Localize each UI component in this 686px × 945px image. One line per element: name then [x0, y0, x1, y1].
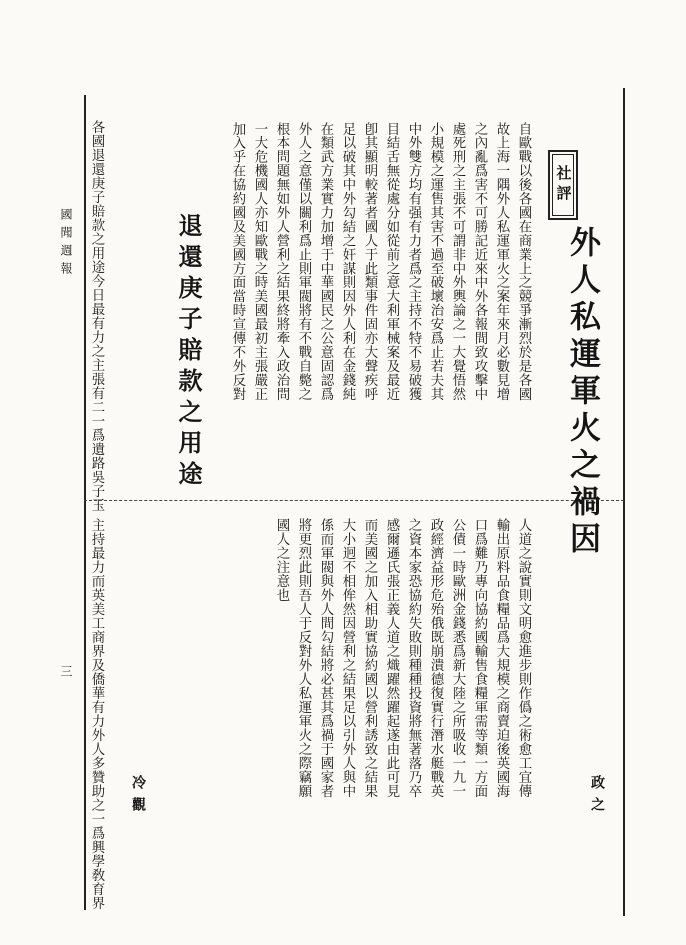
- frame-line-right: [623, 88, 625, 916]
- article1-lower-col: 將更烈此則吾人于反對外人私運軍火之際竊願: [296, 518, 311, 798]
- article1-upper-col: 足以破其中外勾結之奸謀則因外人利在金錢純: [340, 122, 355, 401]
- article1-lower-col: 之資本家恐協約失敗則種種投資將無著落乃卒: [406, 518, 421, 798]
- article1-lower-col: 人道之說實則文明愈進步則作僞之術愈工宜傳: [516, 518, 531, 798]
- article1-author: 政之: [589, 775, 605, 819]
- column-badge: [548, 150, 578, 220]
- article1-lower-col: 政經濟益形危殆俄既崩潰德復實行潛水艇戰英: [428, 518, 443, 798]
- page-number: 三: [59, 665, 73, 683]
- article1-upper-col: 處死刑之主張不可謂非中外輿論之一大覺悟然: [450, 122, 465, 401]
- journal-name: 國聞週報: [59, 208, 73, 280]
- article1-title: 外人私運軍火之禍因: [564, 226, 600, 559]
- frame-line-left: [84, 95, 86, 910]
- column-badge-label: 社評: [554, 165, 573, 205]
- article1-lower-col: 口爲難乃專向協約國輸售食糧軍需等類一方面: [472, 518, 487, 798]
- article1-upper-col: 加入乎在協約國及美國方面當時宣傳不外反對: [230, 122, 245, 401]
- article1-upper-col: 中外雙方均有强有力者爲之主持不特不易破獲: [406, 122, 421, 401]
- article1-upper-col: 卽其顯明較著者國人于此類事件固亦大聲疾呼: [362, 122, 377, 401]
- article1-lower-col: 輸出原料品食糧品爲大規模之商賣迫後英國海: [494, 518, 509, 798]
- article-separator: [84, 500, 624, 501]
- article1-upper-col: 目結舌無從處分如從前之意大利軍械案及最近: [384, 122, 399, 401]
- article1-lower-col: 公債一時歐洲金錢悉爲新大陸之所吸收一九一: [450, 518, 465, 798]
- article2-author: 冷觀: [130, 775, 146, 819]
- article1-lower-col: 感爾遜氏張正義人道之熾躍然躍起遂由此可見: [384, 518, 399, 798]
- article1-upper-col: 根本問題無如外人營利之結果終將牽入政治問: [274, 122, 289, 401]
- article1-upper-col: 一大危機國人亦知歐戰之時美國最初主張嚴正: [252, 122, 267, 401]
- article2-title: 退還庚子賠款之用途: [174, 213, 203, 492]
- article1-upper-col: 故上海一隅外人私運軍火之案年來月必數見增: [494, 122, 509, 401]
- article1-upper-col: 自歐戰以後各國在商業上之競爭漸烈於是各國: [516, 122, 531, 401]
- article1-lower-col: 係而軍閥與外人間勾結將必甚其爲禍于國家者: [318, 518, 333, 798]
- article1-upper-col: 小規模之運售其害不過至破壞治安爲止若夫其: [428, 122, 443, 401]
- article1-upper-col: 在類武方業實力加增于中華國民之公意固認爲: [318, 122, 333, 401]
- article1-lower-col: 國人之注意也: [274, 518, 289, 602]
- article1-lower-col: 而美國之加入相助實協約國以營利誘致之結果: [362, 518, 377, 798]
- article2-col: 主持最力而英美工商界及僑華有力外人多贊助之一爲興學敎育界: [89, 518, 104, 910]
- article2-col: 各國退還庚子賠款之用途今日最有力之主張有二一爲遺路吳子玉: [89, 120, 104, 512]
- article1-upper-col: 外人之意僅以關利爲止則軍閥將有不戰自斃之: [296, 122, 311, 401]
- column-badge-inner: [552, 154, 574, 216]
- article1-lower-col: 大小迥不相侔然因營利之結果足以引外人與中: [340, 518, 355, 798]
- article1-upper-col: 之內亂爲害不可勝記近來中外各報間致攻擊中: [472, 122, 487, 401]
